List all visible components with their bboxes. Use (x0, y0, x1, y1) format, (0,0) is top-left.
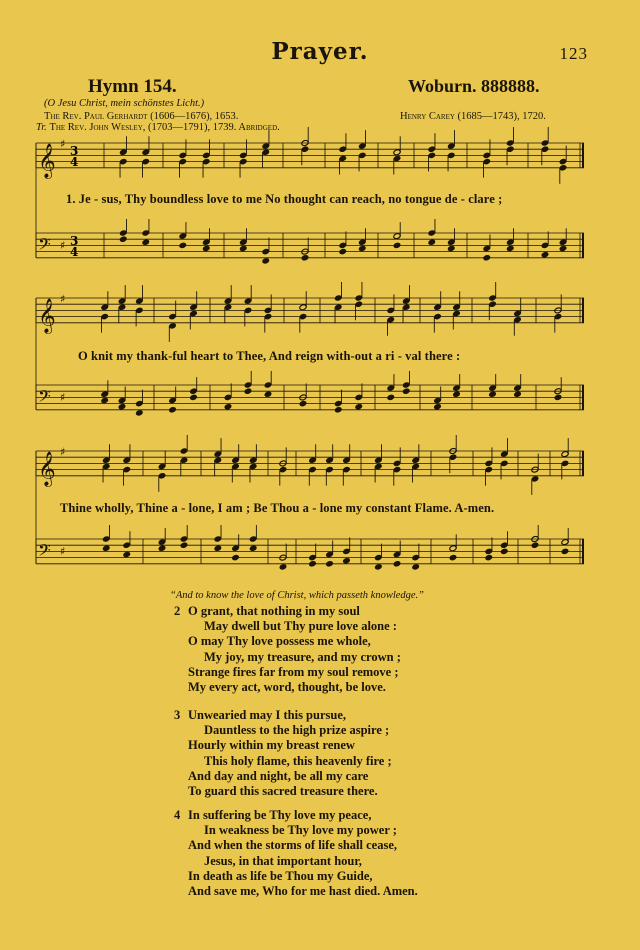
key-signature-sharp-icon: ♯ (60, 445, 66, 459)
verse-line: May dwell but Thy pure love alone : (204, 619, 397, 634)
note-head (387, 394, 395, 401)
key-signature-sharp-icon: ♯ (60, 137, 66, 151)
verse-number: 4 (174, 808, 181, 822)
time-signature-bottom: 4 (70, 155, 79, 169)
time-signature-top-bass: 3 (70, 234, 79, 248)
verse-3 (174, 708, 392, 799)
note-head (202, 245, 210, 252)
note-head (374, 563, 382, 570)
note-head (239, 245, 247, 252)
lyric-line-3: Thine wholly, Thine a - lone, I am ; Be Thou a - lone my constant Flame. A-men. (60, 501, 495, 515)
original-title: (O Jesu Christ, mein schönstes Licht.) (44, 98, 205, 109)
note-head (179, 242, 187, 249)
verse-line: And when the storms of life shall cease, (188, 838, 398, 853)
verse-line: O grant, that nothing in my soul (188, 604, 360, 618)
note-head (249, 545, 257, 552)
running-head: Prayer. (271, 38, 369, 65)
note-head (531, 542, 539, 549)
verse-line: To guard this sacred treasure there. (188, 783, 378, 798)
note-head (452, 391, 460, 398)
treble-clef-icon: 𝄞 (38, 298, 56, 334)
final-bar-line (582, 233, 584, 258)
note-head (214, 545, 222, 552)
key-signature-sharp-icon: ♯ (60, 545, 66, 559)
verse-line: In death as life be Thou my Guide, (188, 868, 373, 883)
key-signature-sharp-icon: ♯ (60, 239, 66, 253)
verse-line: Dauntless to the high prize aspire ; (204, 723, 390, 738)
note-head (402, 388, 410, 395)
note-head (244, 388, 252, 395)
verse-number: 2 (174, 604, 181, 618)
bass-clef-icon: 𝄢 (38, 385, 51, 410)
verse-line: This holy flame, this heavenly fire ; (204, 753, 392, 768)
note-head (428, 239, 436, 246)
note-head (308, 560, 316, 567)
note-head (135, 409, 143, 416)
note-head (142, 239, 150, 246)
note-head (506, 245, 514, 252)
hymn-number: Hymn 154. (88, 76, 177, 97)
verse-line: My every act, word, thought, be love. (188, 679, 386, 694)
key-signature-sharp-icon: ♯ (60, 292, 66, 306)
note-head (559, 245, 567, 252)
verse-line: O may Thy love possess me whole, (188, 634, 371, 649)
note-head (189, 394, 197, 401)
note-head (158, 545, 166, 552)
note-head (102, 545, 110, 552)
note-head (393, 560, 401, 567)
note-head (561, 548, 569, 555)
lyric-line-1: 1. Je - sus, Thy boundless love to me No thought can reach, no tongue de - clare ; (66, 192, 503, 206)
time-signature-top: 3 (70, 144, 79, 158)
note-head (325, 560, 333, 567)
note-head (393, 242, 401, 249)
note-head (224, 403, 232, 410)
note-head (541, 251, 549, 258)
final-bar-line (582, 539, 584, 564)
note-head (123, 551, 131, 558)
verse-line: Jesus, in that important hour, (204, 853, 362, 868)
verse-line: Hourly within my breast renew (188, 738, 355, 753)
note-head (412, 563, 420, 570)
verse-2 (174, 604, 401, 695)
note-head (334, 406, 342, 413)
final-bar-line (582, 298, 584, 323)
note-head (180, 542, 188, 549)
verse-line: Unwearied may I this pursue, (188, 708, 346, 722)
note-head (279, 563, 287, 570)
note-head (301, 254, 309, 261)
note-head (118, 403, 126, 410)
note-head (447, 245, 455, 252)
final-bar-line (582, 143, 584, 168)
note-head (231, 554, 239, 561)
epigraph: “And to know the love of Christ, which passeth knowledge.” (170, 590, 425, 601)
translator-credit: The Rev. John Wesley, (1703—1791), 1739. Abridged. (49, 122, 280, 133)
note-head (299, 400, 307, 407)
bass-clef-icon: 𝄢 (38, 539, 51, 564)
verse-line: And day and night, be all my care (188, 768, 369, 783)
composer-credit: Henry Carey (1685—1743), 1720. (400, 111, 546, 122)
note-head (119, 236, 127, 243)
note-head (449, 554, 457, 561)
note-head (433, 403, 441, 410)
translator-label: Tr. (36, 122, 47, 133)
verse-number: 3 (174, 708, 181, 722)
note-head (355, 403, 363, 410)
treble-clef-icon: 𝄞 (38, 143, 56, 179)
verse-line: In suffering be Thy love my peace, (188, 808, 372, 822)
note-head (168, 406, 176, 413)
verse-line: And save me, Who for me hast died. Amen. (188, 883, 418, 898)
lyric-line-2: O knit my thank-ful heart to Thee, And reign with-out a ri - val there : (78, 349, 461, 363)
key-signature-sharp-icon: ♯ (60, 391, 66, 405)
bass-clef-icon: 𝄢 (38, 233, 51, 258)
final-bar-line (582, 385, 584, 410)
note-head (488, 391, 496, 398)
note-head (554, 394, 562, 401)
note-head (358, 245, 366, 252)
note-head (264, 391, 272, 398)
verse-line: My joy, my treasure, and my crown ; (204, 649, 401, 664)
note-head (513, 391, 521, 398)
note-head (339, 248, 347, 255)
note-head (101, 397, 109, 404)
note-head (342, 557, 350, 564)
time-signature-bottom-bass: 4 (70, 245, 79, 259)
verse-4 (174, 808, 418, 899)
page-number: 123 (559, 44, 588, 63)
verse-line: Strange fires far from my soul remove ; (188, 664, 399, 679)
final-bar-line (582, 451, 584, 476)
note-head (485, 554, 493, 561)
note-head (483, 254, 491, 261)
verse-line: In weakness be Thy love my power ; (204, 823, 397, 838)
author-credit: The Rev. Paul Gerhardt (1606—1676), 1653. (44, 111, 239, 122)
tune-name: Woburn. 888888. (408, 76, 540, 96)
treble-clef-icon: 𝄞 (38, 451, 56, 487)
note-head (262, 257, 270, 264)
note-head (500, 548, 508, 555)
